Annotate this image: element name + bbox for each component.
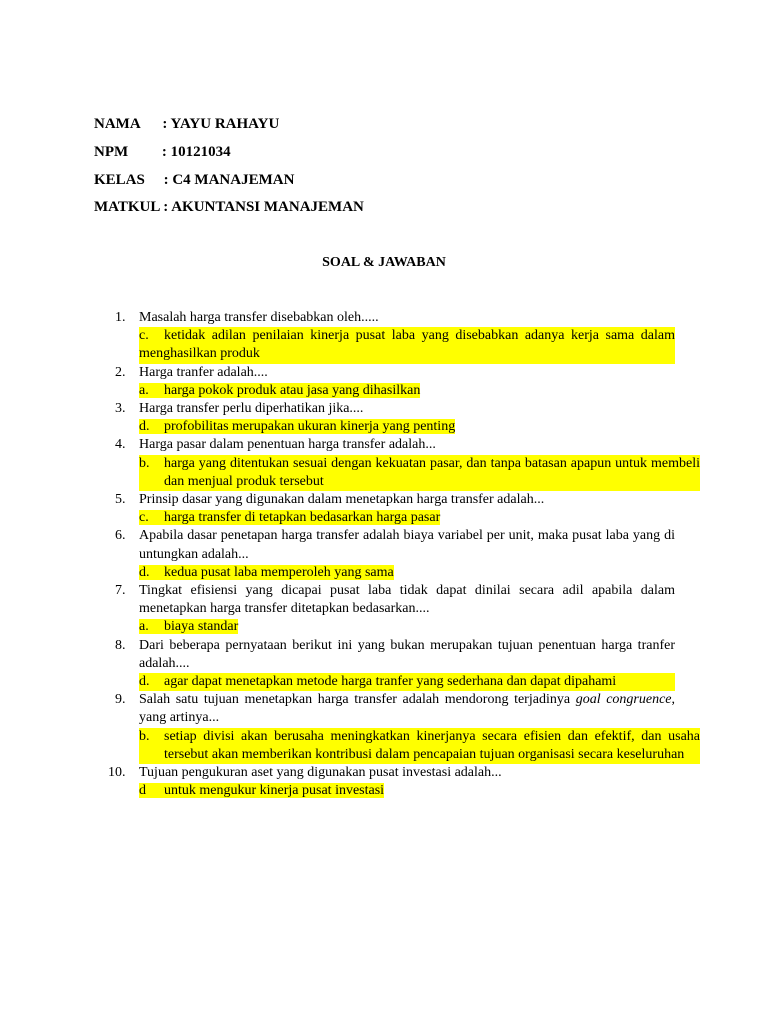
answer-body: harga yang ditentukan sesuai dengan kekuatan pasar, dan tanpa batasan apapun untuk membeli dan menjual produk tersebut <box>164 455 700 489</box>
answer-body: profobilitas merupakan ukuran kinerja yang penting <box>164 419 456 435</box>
answer-letter: a. <box>139 619 149 635</box>
question-text: Harga transfer perlu diperhatikan jika.... <box>139 401 364 417</box>
answer-body: biaya standar <box>164 619 239 635</box>
question-text: Prinsip dasar yang digunakan dalam menetapkan harga transfer adalah... <box>139 492 545 508</box>
question-item <box>0 527 768 582</box>
question-item <box>0 764 768 800</box>
answer-body: kedua pusat laba memperoleh yang sama <box>164 564 394 580</box>
question-number: 1. <box>115 310 126 325</box>
question-text: Tingkat efisiensi yang dicapai pusat laba tidak dapat dinilai secara adil apabila dalam menetapkan harga transfer ditetapkan bedasarkan.... <box>139 583 675 617</box>
question-text: Harga tranfer adalah.... <box>139 364 268 380</box>
question-number: 4. <box>115 437 126 453</box>
answer-text <box>139 509 675 527</box>
answer-letter: a. <box>139 382 149 398</box>
answer-text <box>139 782 675 800</box>
answer-body: setiap divisi akan berusaha meningkatkan kinerjanya secara efisien dan efektif, dan usaha tersebut akan memberikan kontribusi dalam pencapaian tujuan organisasi secara keseluruhan <box>164 728 700 762</box>
question-item <box>0 400 768 436</box>
question-item <box>0 582 768 637</box>
answer-letter: d. <box>139 419 150 435</box>
question-item <box>0 637 768 692</box>
answer-letter: d. <box>139 674 150 690</box>
question-number: 5. <box>115 492 126 508</box>
answer-text <box>139 728 700 764</box>
question-text: Dari beberapa pernyataan berikut ini yang bukan merupakan tujuan penentuan harga tranfer adalah.... <box>139 637 675 671</box>
answer-text <box>139 418 675 436</box>
question-text: Tujuan pengukuran aset yang digunakan pusat investasi adalah... <box>139 765 502 781</box>
answer-body: agar dapat menetapkan metode harga tranfer yang sederhana dan dapat dipahami <box>164 674 617 690</box>
answer-text <box>139 455 700 491</box>
question-item <box>0 436 768 491</box>
answer-letter: b. <box>139 728 150 744</box>
answer-letter: d <box>139 783 146 799</box>
page-title: SOAL & JAWABAN <box>322 255 446 270</box>
question-number: 2. <box>115 364 126 380</box>
question-number: 10. <box>108 765 126 781</box>
header-matkul: MATKUL : AKUNTANSI MANAJEMAN <box>94 199 364 215</box>
answer-text <box>139 382 675 400</box>
answer-letter: c. <box>139 328 149 344</box>
answer-letter: c. <box>139 510 149 526</box>
answer-text <box>139 327 675 363</box>
header-nama: NAMA : YAYU RAHAYU <box>94 116 280 132</box>
question-text: Harga pasar dalam penentuan harga transfer adalah... <box>139 437 436 453</box>
question-text <box>139 691 675 727</box>
question-number: 8. <box>115 637 126 653</box>
question-item <box>0 491 768 527</box>
header-npm: NPM : 10121034 <box>94 144 231 160</box>
question-number: 3. <box>115 401 126 417</box>
question-text: Apabila dasar penetapan harga transfer adalah biaya variabel per unit, maka pusat laba yang di untungkan adalah... <box>139 528 675 562</box>
question-number: 9. <box>115 692 126 708</box>
answer-body: harga pokok produk atau jasa yang dihasilkan <box>164 382 421 398</box>
question-item <box>0 691 768 764</box>
question-text-part-after: , yang artinya... <box>139 692 675 726</box>
question-text: Masalah harga transfer disebabkan oleh..... <box>139 310 379 325</box>
question-text-italic: goal congruence <box>575 692 672 708</box>
question-text-part: Salah satu tujuan menetapkan harga transfer adalah mendorong terjadinya <box>139 692 571 708</box>
question-list <box>0 309 768 800</box>
answer-letter: d. <box>139 564 150 580</box>
answer-text <box>139 564 675 582</box>
question-number: 6. <box>115 528 126 544</box>
question-number: 7. <box>115 583 126 599</box>
answer-body: harga transfer di tetapkan bedasarkan harga pasar <box>164 510 441 526</box>
answer-body: ketidak adilan penilaian kinerja pusat laba yang disebabkan adanya kerja sama dalam menghasilkan produk <box>139 328 675 362</box>
header-kelas: KELAS : C4 MANAJEMAN <box>94 172 295 188</box>
answer-text <box>139 618 675 636</box>
answer-text <box>139 673 675 691</box>
answer-body: untuk mengukur kinerja pusat investasi <box>164 783 385 799</box>
question-item <box>0 364 768 400</box>
question-item <box>0 309 768 364</box>
answer-letter: b. <box>139 455 150 471</box>
